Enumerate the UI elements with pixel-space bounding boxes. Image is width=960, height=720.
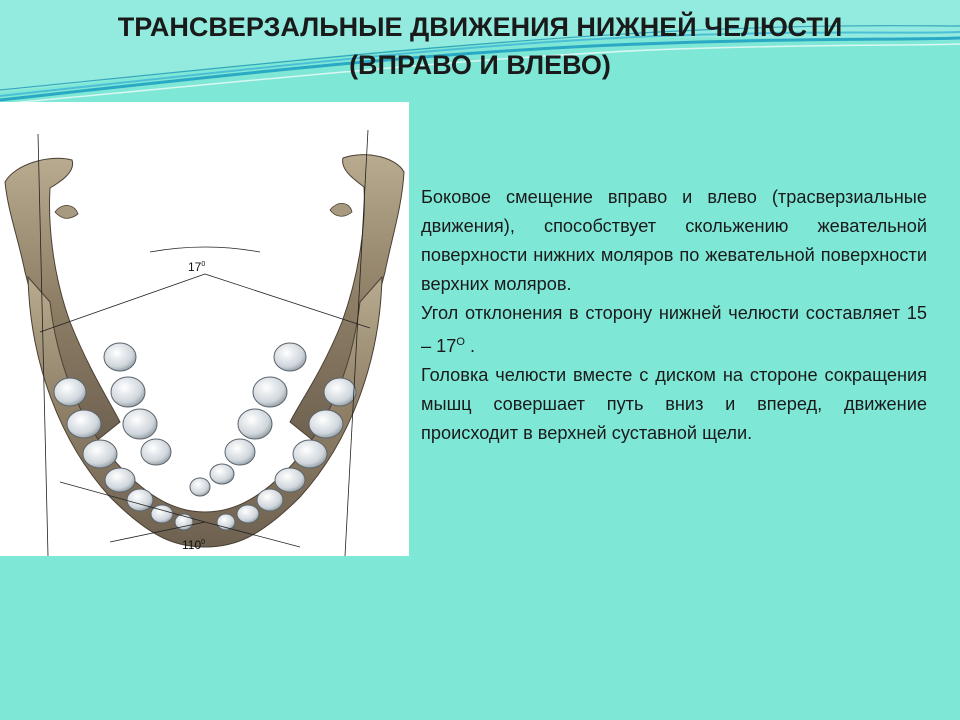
paragraph-deviation-angle: Угол отклонения в сторону нижней челюсти составляет $15 - 17^О$ . (421, 303, 927, 357)
paragraph-lateral-shift: Боковое смещение вправо и влево (трасверзиальные движения), способствует скольжению жевательной поверхности нижних моляров по жевательной поверхности верхних моляров. (421, 187, 927, 294)
shifted-tooth-arch (104, 343, 306, 496)
angle-label-bottom: $110^0$ (182, 538, 206, 552)
angle-label-top: $17^0$ (188, 260, 206, 274)
mandible-drawing (0, 102, 409, 556)
paragraph-joint-head: Головка челюсти вместе с диском на стороне сокращения мышц совершает путь вниз и вперед, движение происходит в верхней суставной щели. (421, 365, 927, 444)
page-title (40, 8, 920, 84)
title-line-2: (ВПРАВО И ВЛЕВО) (349, 50, 611, 80)
mandible-illustration (0, 102, 409, 556)
description-text (421, 183, 927, 448)
title-line-1: ТРАНСВЕРЗАЛЬНЫЕ ДВИЖЕНИЯ НИЖНЕЙ ЧЕЛЮСТИ (117, 12, 843, 42)
